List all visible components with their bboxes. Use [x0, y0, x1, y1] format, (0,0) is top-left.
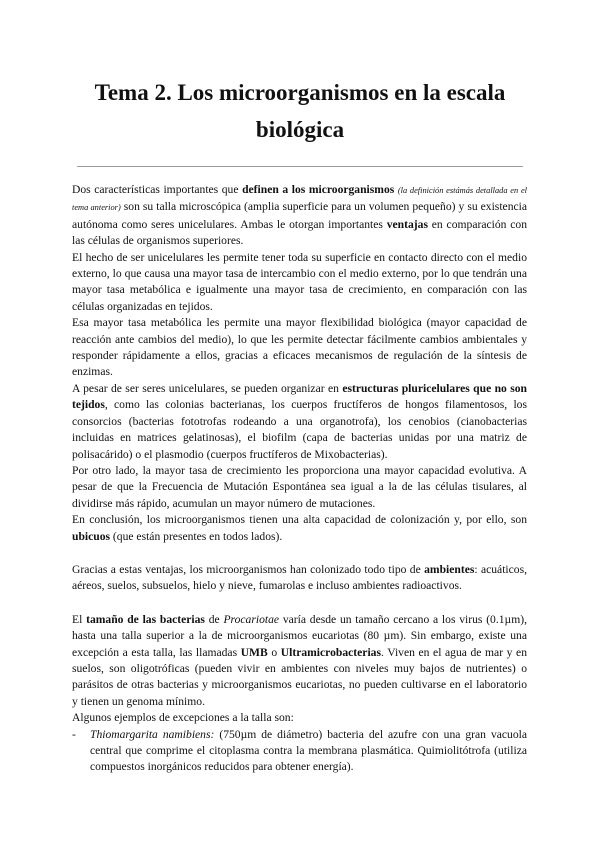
page-title: Tema 2. Los microorganismos en la escala biológica: [94, 80, 506, 142]
bold-term: ventajas: [386, 217, 428, 231]
text-run: (750µm de diámetro) bacteria del azufre con una gran vacuola central que comprime el citoplasma contra la membrana plasmática. Quimiolitótrofa (utiliza compuestos inorgánicos reducidos para obtener energía).: [90, 727, 527, 774]
bold-term: estructuras pluricelulares que no son tejidos: [72, 381, 528, 412]
bold-term: tamaño de las bacterias: [86, 612, 205, 626]
text-run: de: [204, 612, 224, 626]
bold-term: Ultramicrobacterias: [280, 645, 381, 659]
italic-term: Procariotae: [223, 612, 280, 626]
bold-term: definen a los microorganismos: [242, 183, 395, 196]
paragraph-spacer: [72, 545, 527, 562]
exceptions-list: [72, 727, 527, 776]
text-run: Gracias a estas ventajas, los microorganismos han colonizado todo tipo de: [72, 562, 425, 576]
text-run: en comparación con las células de organismos superiores.: [72, 217, 528, 248]
paragraph-environments: [72, 562, 527, 595]
document-body: [72, 182, 527, 776]
text-run: son su talla microscópica (amplia superficie para un volumen pequeño) y su existencia autónoma como seres unicelulares. Ambas le otorgan importantes: [72, 200, 527, 231]
text-run: varía desde un tamaño cercano a los virus (0.1µm), hasta una talla superior a la de microorganismos eucariotas (80 µm). Sin embargo, existe una excepción a esta talla, las llamadas: [72, 612, 528, 659]
text-run: En conclusión, los microorganismos tienen una alta capacidad de colonización y, por ello, son: [72, 513, 527, 527]
bold-term: UMB: [240, 645, 268, 659]
bold-term: ambientes: [424, 562, 475, 576]
text-run: o: [267, 645, 281, 659]
paragraph-conclusion: [72, 512, 527, 545]
paragraph-evolution: Por otro lado, la mayor tasa de crecimiento les proporciona una mayor capacidad evolutiva. A pesar de que la Frecuencia de Mutación Espontánea sea igual a la de las células tisulares, al dividirse más rápido, acumulan un mayor número de mutaciones.: [72, 463, 527, 510]
text-run: , como las colonias bacterianas, los cuerpos fructíferos de hongos filamentosos, los consorcios (bacterias fototrofas rodeando a una organotrofa), los cenobios (cianobacterias incluidas en matrices gelatinosas), el biofilm (capa de bacterias unidas por una matriz de polisacárido) o el plasmodio (cuerpos fructíferos de Mixobacterias).: [72, 398, 527, 461]
bold-term: ubicuos: [72, 529, 111, 543]
title-divider: [77, 166, 523, 167]
text-run: Dos características importantes que: [72, 183, 243, 196]
text-run: (que están presentes en todos lados).: [110, 529, 283, 543]
list-item: [72, 727, 527, 776]
text-run: A pesar de ser seres unicelulares, se pueden organizar en: [72, 381, 343, 395]
text-run: . Viven en el agua de mar y en suelos, son oligotróficas (pueden vivir en ambientes con niveles muy bajos de nutrientes) o parásitos de otras bacterias y microorganismos eucariotas, no pueden cultivarse en el laboratorio y tienen un genoma mínimo.: [72, 645, 527, 708]
text-run: El: [72, 612, 87, 626]
paragraph-metabolic-rate: Esa mayor tasa metabólica les permite una mayor flexibilidad biológica (mayor capacidad de reacción ante cambios del medio), lo que les permite detectar fácilmente cambios ambientales y responder rápidamente a ellos, gracias a eficaces mecanismos de regulación de la síntesis de enzimas.: [72, 316, 527, 379]
text-run: : acuáticos, aéreos, suelos, subsuelos, hielo y nieve, fumarolas e incluso ambientes radioactivos.: [72, 562, 527, 593]
species-name: Thiomargarita namibiens:: [90, 727, 215, 741]
paragraph-unicellular: El hecho de ser unicelulares les permite tener toda su superficie en contacto directo con el medio externo, lo que causa una mayor tasa de intercambio con el medio externo, por lo que tendrán una mayor tasa metabólica e igualmente una mayor tasa de crecimiento, en comparación con las células organizadas en tejidos.: [72, 250, 527, 313]
paragraph-exceptions-intro: Algunos ejemplos de excepciones a la talla son:: [72, 711, 294, 725]
paragraph-spacer: [72, 595, 527, 612]
italic-note: (la definición estámás detallada en el tema anterior): [72, 186, 528, 213]
paragraph-bacteria-size: [72, 612, 527, 710]
paragraph-structures: [72, 381, 527, 463]
paragraph-definition: [72, 182, 527, 250]
